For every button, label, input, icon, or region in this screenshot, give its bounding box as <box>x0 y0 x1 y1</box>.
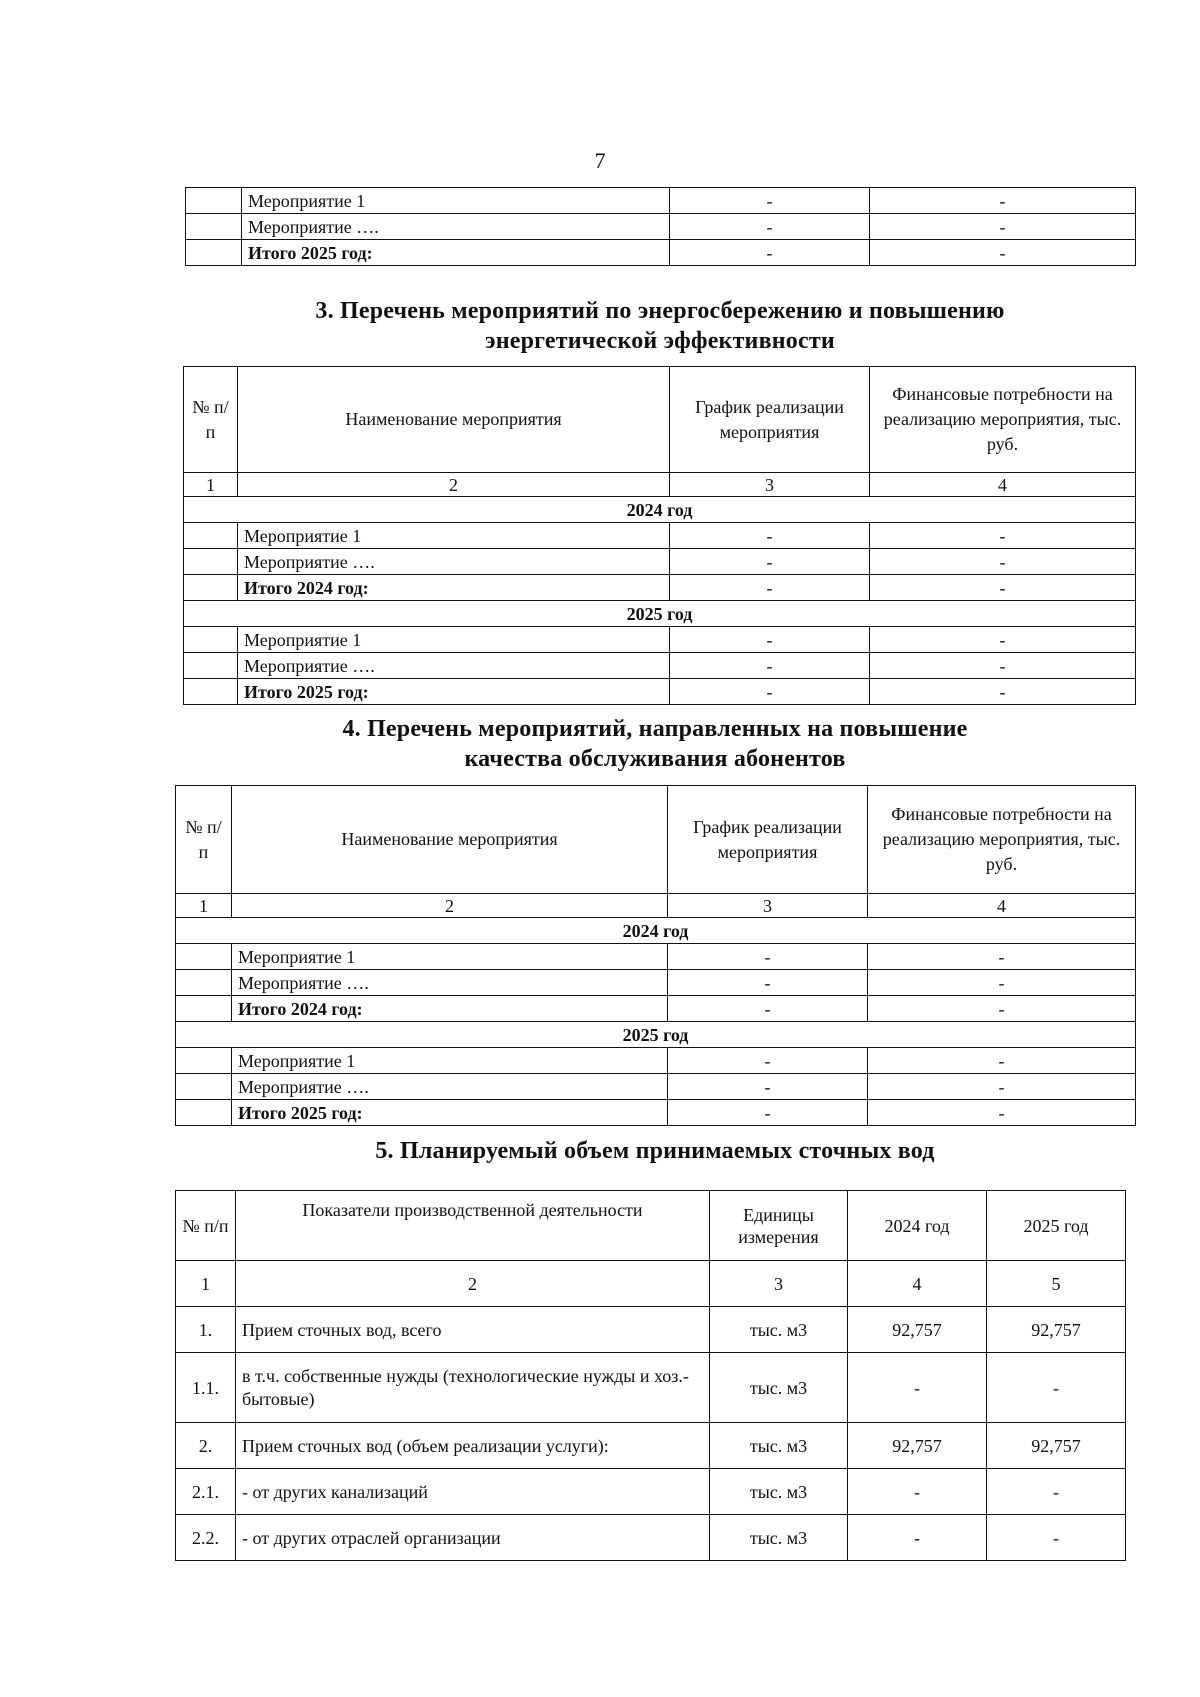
finance-cell: - <box>868 944 1136 970</box>
year-label: 2024 год <box>184 497 1136 523</box>
schedule-cell: - <box>670 523 870 549</box>
col-number: 1 <box>184 473 238 497</box>
row-number: 2. <box>176 1423 236 1469</box>
total-label: Итого 2024 год: <box>232 996 668 1022</box>
table-row <box>184 627 1136 653</box>
section4-title-line1: 4. Перечень мероприятий, направленных на повышение <box>342 716 968 742</box>
value-2024: - <box>848 1353 987 1423</box>
header-name: Наименование мероприятия <box>238 367 670 473</box>
row-number <box>176 944 232 970</box>
year-row <box>176 918 1136 944</box>
table-row <box>184 523 1136 549</box>
schedule-cell: - <box>670 240 870 266</box>
header-finance: Финансовые потребности на реализацию мероприятия, тыс. руб. <box>870 367 1136 473</box>
total-label: Итого 2024 год: <box>238 575 670 601</box>
section3-heading <box>185 296 1135 356</box>
activity-name: Мероприятие 1 <box>242 188 670 214</box>
finance-cell: - <box>868 970 1136 996</box>
table-row <box>176 1048 1136 1074</box>
col-number: 1 <box>176 1261 236 1307</box>
finance-cell: - <box>870 679 1136 705</box>
year-label: 2025 год <box>176 1022 1136 1048</box>
row-number <box>184 627 238 653</box>
schedule-cell: - <box>670 653 870 679</box>
section3-title-line1: 3. Перечень мероприятий по энергосбережению и повышению <box>315 298 1005 324</box>
table-row <box>186 188 1136 214</box>
schedule-cell: - <box>668 1048 868 1074</box>
activity-name: Мероприятие 1 <box>232 944 668 970</box>
table-header-row <box>184 367 1136 473</box>
row-number: 1.1. <box>176 1353 236 1423</box>
finance-cell: - <box>868 1100 1136 1126</box>
row-number <box>184 549 238 575</box>
row-number <box>176 996 232 1022</box>
header-schedule: График реализации мероприятия <box>670 367 870 473</box>
table-row <box>176 1353 1126 1423</box>
finance-cell: - <box>868 996 1136 1022</box>
col-number: 2 <box>236 1261 710 1307</box>
section3-title-line2: энергетической эффективности <box>485 328 835 354</box>
total-label: Итого 2025 год: <box>242 240 670 266</box>
row-number <box>176 1100 232 1126</box>
table-row <box>184 549 1136 575</box>
col-number: 1 <box>176 894 232 918</box>
page-number: 7 <box>594 148 606 173</box>
table-row <box>176 1469 1126 1515</box>
table-row <box>176 1423 1126 1469</box>
schedule-cell: - <box>670 627 870 653</box>
total-label: Итого 2025 год: <box>232 1100 668 1126</box>
row-number <box>184 523 238 549</box>
finance-cell: - <box>870 627 1136 653</box>
header-unit: Единицы измерения <box>710 1191 848 1261</box>
value-2025: 92,757 <box>987 1423 1126 1469</box>
indicator-cell: - от других отраслей организации <box>236 1515 710 1561</box>
column-number-row <box>176 1261 1126 1307</box>
total-row <box>186 240 1136 266</box>
col-number: 2 <box>232 894 668 918</box>
schedule-cell: - <box>668 1100 868 1126</box>
col-number: 3 <box>668 894 868 918</box>
schedule-cell: - <box>668 970 868 996</box>
header-schedule: График реализации мероприятия <box>668 786 868 894</box>
finance-cell: - <box>870 240 1136 266</box>
unit-cell: тыс. м3 <box>710 1307 848 1353</box>
column-number-row <box>176 894 1136 918</box>
row-number <box>176 970 232 996</box>
table-header-row <box>176 1191 1126 1261</box>
schedule-cell: - <box>670 214 870 240</box>
finance-cell: - <box>870 214 1136 240</box>
value-2024: - <box>848 1515 987 1561</box>
indicator-cell: в т.ч. собственные нужды (технологические нужды и хоз.-бытовые) <box>236 1353 710 1423</box>
row-number <box>186 214 242 240</box>
value-2024: 92,757 <box>848 1423 987 1469</box>
row-number <box>176 1074 232 1100</box>
schedule-cell: - <box>670 575 870 601</box>
schedule-cell: - <box>668 944 868 970</box>
table-row <box>176 1074 1136 1100</box>
section5-heading <box>175 1136 1135 1166</box>
table-row <box>184 653 1136 679</box>
row-number: 2.1. <box>176 1469 236 1515</box>
col-number: 4 <box>848 1261 987 1307</box>
finance-cell: - <box>868 1048 1136 1074</box>
activity-name: Мероприятие 1 <box>238 627 670 653</box>
col-number: 4 <box>868 894 1136 918</box>
value-2024: 92,757 <box>848 1307 987 1353</box>
activity-name: Мероприятие …. <box>242 214 670 240</box>
total-row <box>176 996 1136 1022</box>
year-row <box>184 601 1136 627</box>
schedule-cell: - <box>670 549 870 575</box>
section4-heading <box>175 714 1135 774</box>
continuation-table <box>185 187 1136 266</box>
section4-table <box>175 785 1136 1126</box>
value-2024: - <box>848 1469 987 1515</box>
indicator-cell: Прием сточных вод, всего <box>236 1307 710 1353</box>
indicator-cell: Прием сточных вод (объем реализации услуги): <box>236 1423 710 1469</box>
row-number: 1. <box>176 1307 236 1353</box>
finance-cell: - <box>868 1074 1136 1100</box>
value-2025: - <box>987 1469 1126 1515</box>
header-2024: 2024 год <box>848 1191 987 1261</box>
activity-name: Мероприятие …. <box>232 970 668 996</box>
header-num: № п/п <box>176 1191 236 1261</box>
schedule-cell: - <box>670 679 870 705</box>
finance-cell: - <box>870 523 1136 549</box>
row-number <box>184 575 238 601</box>
activity-name: Мероприятие …. <box>238 653 670 679</box>
total-label: Итого 2025 год: <box>238 679 670 705</box>
year-row <box>176 1022 1136 1048</box>
activity-name: Мероприятие 1 <box>238 523 670 549</box>
total-row <box>176 1100 1136 1126</box>
unit-cell: тыс. м3 <box>710 1469 848 1515</box>
finance-cell: - <box>870 653 1136 679</box>
table-row <box>176 944 1136 970</box>
header-indicator: Показатели производственной деятельности <box>236 1191 710 1261</box>
header-finance: Финансовые потребности на реализацию мероприятия, тыс. руб. <box>868 786 1136 894</box>
activity-name: Мероприятие …. <box>232 1074 668 1100</box>
table-row <box>176 1515 1126 1561</box>
unit-cell: тыс. м3 <box>710 1515 848 1561</box>
row-number <box>176 1048 232 1074</box>
schedule-cell: - <box>668 996 868 1022</box>
value-2025: 92,757 <box>987 1307 1126 1353</box>
finance-cell: - <box>870 549 1136 575</box>
col-number: 5 <box>987 1261 1126 1307</box>
year-row <box>184 497 1136 523</box>
schedule-cell: - <box>670 188 870 214</box>
year-label: 2025 год <box>184 601 1136 627</box>
column-number-row <box>184 473 1136 497</box>
col-number: 3 <box>710 1261 848 1307</box>
section5-table <box>175 1190 1126 1561</box>
finance-cell: - <box>870 575 1136 601</box>
activity-name: Мероприятие 1 <box>232 1048 668 1074</box>
header-num: № п/п <box>176 786 232 894</box>
table-row <box>176 970 1136 996</box>
indicator-cell: - от других канализаций <box>236 1469 710 1515</box>
value-2025: - <box>987 1353 1126 1423</box>
row-number: 2.2. <box>176 1515 236 1561</box>
section5-title: 5. Планируемый объем принимаемых сточных вод <box>375 1138 935 1164</box>
value-2025: - <box>987 1515 1126 1561</box>
header-2025: 2025 год <box>987 1191 1126 1261</box>
table-header-row <box>176 786 1136 894</box>
schedule-cell: - <box>668 1074 868 1100</box>
row-number <box>186 188 242 214</box>
total-row <box>184 575 1136 601</box>
unit-cell: тыс. м3 <box>710 1353 848 1423</box>
col-number: 2 <box>238 473 670 497</box>
header-name: Наименование мероприятия <box>232 786 668 894</box>
finance-cell: - <box>870 188 1136 214</box>
row-number <box>186 240 242 266</box>
table-row <box>186 214 1136 240</box>
section3-table <box>183 366 1136 705</box>
col-number: 3 <box>670 473 870 497</box>
row-number <box>184 679 238 705</box>
row-number <box>184 653 238 679</box>
table-row <box>176 1307 1126 1353</box>
header-num: № п/п <box>184 367 238 473</box>
col-number: 4 <box>870 473 1136 497</box>
year-label: 2024 год <box>176 918 1136 944</box>
section4-title-line2: качества обслуживания абонентов <box>464 746 846 772</box>
activity-name: Мероприятие …. <box>238 549 670 575</box>
unit-cell: тыс. м3 <box>710 1423 848 1469</box>
total-row <box>184 679 1136 705</box>
